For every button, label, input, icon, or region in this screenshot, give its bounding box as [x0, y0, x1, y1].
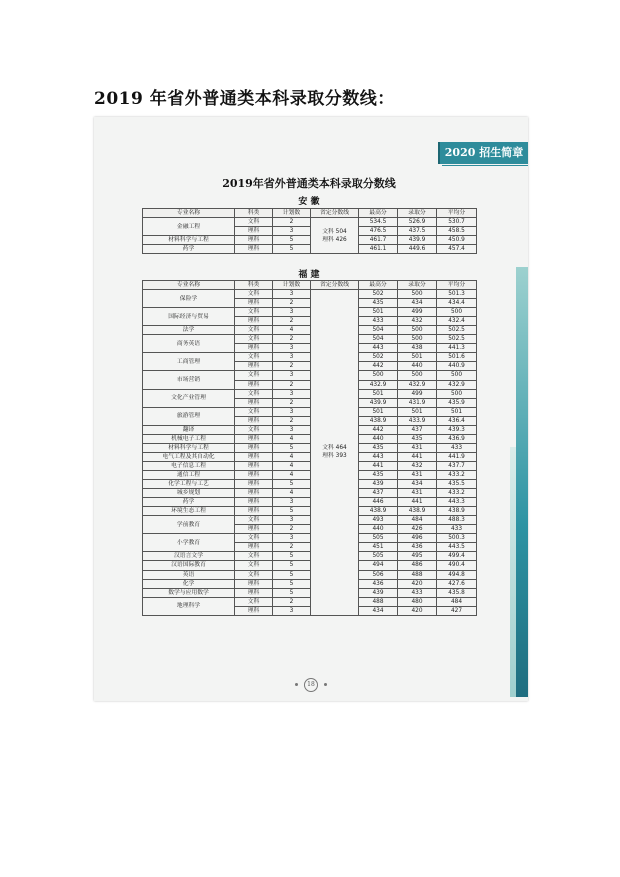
highest-score: 432.9: [359, 380, 398, 389]
highest-score: 439.9: [359, 398, 398, 407]
average-score: 501.6: [437, 353, 477, 362]
subject-category: 理科: [235, 606, 273, 615]
column-header: 省定分数线: [311, 281, 359, 290]
admission-score: 500: [398, 335, 437, 344]
subject-category: 文科: [235, 552, 273, 561]
provincial-cutoff: [311, 218, 359, 254]
table-row: [143, 326, 477, 335]
brochure-scan: [94, 117, 528, 701]
average-score: 502.5: [437, 335, 477, 344]
subject-category: 理科: [235, 362, 273, 371]
admission-score: 437: [398, 425, 437, 434]
major-name: 翻译: [143, 425, 235, 434]
major-name: 化学: [143, 579, 235, 588]
plan-count: 5: [273, 245, 311, 254]
admission-score: 438.9: [398, 507, 437, 516]
subject-category: 文科: [235, 570, 273, 579]
major-name: 电气工程及其自动化: [143, 452, 235, 461]
average-score: 494.8: [437, 570, 477, 579]
plan-count: 3: [273, 227, 311, 236]
highest-score: 534.5: [359, 218, 398, 227]
plan-count: 3: [273, 425, 311, 434]
highest-score: 504: [359, 326, 398, 335]
major-name: 英语: [143, 570, 235, 579]
plan-count: 5: [273, 579, 311, 588]
highest-score: 502: [359, 290, 398, 299]
plan-count: 4: [273, 326, 311, 335]
plan-count: 5: [273, 507, 311, 516]
average-score: 500.3: [437, 534, 477, 543]
admission-score: 436: [398, 543, 437, 552]
admission-score: 500: [398, 371, 437, 380]
subject-category: 理科: [235, 344, 273, 353]
highest-score: 438.9: [359, 416, 398, 425]
highest-score: 504: [359, 335, 398, 344]
major-name: 市场营销: [143, 371, 235, 389]
average-score: 500: [437, 389, 477, 398]
page-number: 18: [304, 678, 318, 692]
admission-score: 434: [398, 299, 437, 308]
table-row: [143, 597, 477, 606]
admission-score: 437.5: [398, 227, 437, 236]
average-score: 530.7: [437, 218, 477, 227]
table-row: [143, 425, 477, 434]
highest-score: 506: [359, 570, 398, 579]
admission-score: 431: [398, 470, 437, 479]
subject-category: 理科: [235, 507, 273, 516]
table-row: [143, 470, 477, 479]
plan-count: 2: [273, 380, 311, 389]
cutoff-line: 文科 504: [322, 228, 347, 235]
plan-count: 2: [273, 299, 311, 308]
major-name: 药学: [143, 245, 235, 254]
cutoff-line: 理科 426: [322, 236, 347, 243]
average-score: 458.5: [437, 227, 477, 236]
plan-count: 3: [273, 353, 311, 362]
average-score: 434.4: [437, 299, 477, 308]
admission-score: 499: [398, 308, 437, 317]
plan-count: 4: [273, 470, 311, 479]
subject-category: 理科: [235, 452, 273, 461]
major-name: 电子信息工程: [143, 461, 235, 470]
plan-count: 5: [273, 443, 311, 452]
average-score: 499.4: [437, 552, 477, 561]
major-name: 国际经济与贸易: [143, 308, 235, 326]
admission-score: 420: [398, 579, 437, 588]
footer-dot: [324, 683, 327, 686]
highest-score: 435: [359, 443, 398, 452]
average-score: 436.4: [437, 416, 477, 425]
plan-count: 3: [273, 498, 311, 507]
document-title: 2019年省外普通类本科录取分数线: [222, 177, 396, 190]
plan-count: 3: [273, 290, 311, 299]
highest-score: 443: [359, 344, 398, 353]
plan-count: 2: [273, 597, 311, 606]
subject-category: 理科: [235, 416, 273, 425]
major-name: 数学与应用数学: [143, 588, 235, 597]
column-header: 专业名称: [143, 281, 235, 290]
major-name: 汉语国际教育: [143, 561, 235, 570]
column-header: 省定分数线: [311, 209, 359, 218]
subject-category: 理科: [235, 480, 273, 489]
plan-count: 2: [273, 362, 311, 371]
fujian-score-table: [142, 280, 477, 616]
admission-score: 441: [398, 498, 437, 507]
section-title-anhui: 安 徽: [298, 197, 320, 207]
admission-score: 501: [398, 407, 437, 416]
major-name: 材料科学与工程: [143, 443, 235, 452]
major-name: 药学: [143, 498, 235, 507]
average-score: 427: [437, 606, 477, 615]
admission-score: 439.9: [398, 236, 437, 245]
highest-score: 433: [359, 317, 398, 326]
highest-score: 451: [359, 543, 398, 552]
plan-count: 5: [273, 588, 311, 597]
average-score: 441.9: [437, 452, 477, 461]
highest-score: 435: [359, 470, 398, 479]
subject-category: 理科: [235, 443, 273, 452]
subject-category: 理科: [235, 543, 273, 552]
subject-category: 文科: [235, 425, 273, 434]
admission-score: 496: [398, 534, 437, 543]
table-row: [143, 443, 477, 452]
admission-score: 431.9: [398, 398, 437, 407]
major-name: 学前教育: [143, 516, 235, 534]
column-header: 计划数: [273, 209, 311, 218]
plan-count: 3: [273, 534, 311, 543]
highest-score: 441: [359, 461, 398, 470]
subject-category: 文科: [235, 597, 273, 606]
average-score: 450.9: [437, 236, 477, 245]
subject-category: 文科: [235, 516, 273, 525]
plan-count: 4: [273, 434, 311, 443]
highest-score: 437: [359, 489, 398, 498]
highest-score: 461.1: [359, 245, 398, 254]
admission-score: 431: [398, 443, 437, 452]
major-name: 金融工程: [143, 218, 235, 236]
major-name: 旅游管理: [143, 407, 235, 425]
admission-score: 499: [398, 389, 437, 398]
average-score: 433: [437, 443, 477, 452]
plan-count: 4: [273, 452, 311, 461]
plan-count: 2: [273, 317, 311, 326]
major-name: 城乡规划: [143, 489, 235, 498]
table-row: [143, 516, 477, 525]
table-row: [143, 389, 477, 398]
average-score: 437.7: [437, 461, 477, 470]
subject-category: 文科: [235, 308, 273, 317]
average-score: 501: [437, 407, 477, 416]
column-header: 科类: [235, 209, 273, 218]
plan-count: 3: [273, 371, 311, 380]
average-score: 435.9: [437, 398, 477, 407]
plan-count: 3: [273, 516, 311, 525]
provincial-cutoff: [311, 290, 359, 616]
column-header: 科类: [235, 281, 273, 290]
subject-category: 文科: [235, 371, 273, 380]
major-name: 材料科学与工程: [143, 236, 235, 245]
major-name: 保险学: [143, 290, 235, 308]
table-row: [143, 218, 477, 227]
table-row: [143, 371, 477, 380]
column-header: 计划数: [273, 281, 311, 290]
table-header-row: [143, 281, 477, 290]
average-score: 433.2: [437, 489, 477, 498]
table-row: [143, 498, 477, 507]
subject-category: 文科: [235, 326, 273, 335]
highest-score: 501: [359, 407, 398, 416]
subject-category: 文科: [235, 353, 273, 362]
table-row: [143, 534, 477, 543]
column-header: 平均分: [437, 281, 477, 290]
admission-score: 431: [398, 489, 437, 498]
decorative-stripe-inner: [510, 447, 516, 697]
plan-count: 3: [273, 407, 311, 416]
major-name: 环境生态工程: [143, 507, 235, 516]
plan-count: 3: [273, 308, 311, 317]
average-score: 438.9: [437, 507, 477, 516]
highest-score: 476.5: [359, 227, 398, 236]
highest-score: 434: [359, 606, 398, 615]
plan-count: 5: [273, 570, 311, 579]
column-header: 平均分: [437, 209, 477, 218]
major-name: 法学: [143, 326, 235, 335]
average-score: 443.5: [437, 543, 477, 552]
highest-score: 440: [359, 434, 398, 443]
admission-score: 420: [398, 606, 437, 615]
admission-score: 486: [398, 561, 437, 570]
subject-category: 理科: [235, 470, 273, 479]
page-footer: [94, 678, 528, 692]
table-row: [143, 353, 477, 362]
highest-score: 439: [359, 588, 398, 597]
average-score: 457.4: [437, 245, 477, 254]
plan-count: 3: [273, 389, 311, 398]
plan-count: 2: [273, 218, 311, 227]
subject-category: 文科: [235, 218, 273, 227]
subject-category: 理科: [235, 299, 273, 308]
average-score: 484: [437, 597, 477, 606]
cutoff-line: 文科 464: [322, 445, 347, 452]
subject-category: 文科: [235, 407, 273, 416]
average-score: 443.3: [437, 498, 477, 507]
highest-score: 438.9: [359, 507, 398, 516]
highest-score: 494: [359, 561, 398, 570]
average-score: 440.9: [437, 362, 477, 371]
subject-category: 理科: [235, 236, 273, 245]
column-header: 最高分: [359, 281, 398, 290]
major-name: 文化产业管理: [143, 389, 235, 407]
admission-score: 440: [398, 362, 437, 371]
column-header: 录取分: [398, 281, 437, 290]
highest-score: 436: [359, 579, 398, 588]
subject-category: 文科: [235, 534, 273, 543]
admission-score: 526.9: [398, 218, 437, 227]
admission-score: 432: [398, 461, 437, 470]
average-score: 433: [437, 525, 477, 534]
subject-category: 理科: [235, 227, 273, 236]
admission-score: 435: [398, 434, 437, 443]
subject-category: 理科: [235, 434, 273, 443]
major-name: 工商管理: [143, 353, 235, 371]
admission-score: 500: [398, 326, 437, 335]
subject-category: 理科: [235, 489, 273, 498]
average-score: 439.3: [437, 425, 477, 434]
admission-score: 433: [398, 588, 437, 597]
major-name: 机械电子工程: [143, 434, 235, 443]
average-score: 427.6: [437, 579, 477, 588]
table-row: [143, 489, 477, 498]
plan-count: 2: [273, 335, 311, 344]
table-row: [143, 290, 477, 299]
subject-category: 理科: [235, 398, 273, 407]
subject-category: 理科: [235, 245, 273, 254]
admission-score: 426: [398, 525, 437, 534]
highest-score: 502: [359, 353, 398, 362]
average-score: 490.4: [437, 561, 477, 570]
highest-score: 435: [359, 299, 398, 308]
admission-score: 432: [398, 317, 437, 326]
average-score: 433.2: [437, 470, 477, 479]
average-score: 432.4: [437, 317, 477, 326]
average-score: 500: [437, 308, 477, 317]
table-row: [143, 588, 477, 597]
table-row: [143, 452, 477, 461]
admission-score: 484: [398, 516, 437, 525]
page-heading: 2019 年省外普通类本科录取分数线：: [94, 89, 395, 109]
table-row: [143, 335, 477, 344]
major-name: 商务英语: [143, 335, 235, 353]
admission-score: 449.6: [398, 245, 437, 254]
table-row: [143, 480, 477, 489]
admission-score: 488: [398, 570, 437, 579]
subject-category: 文科: [235, 335, 273, 344]
table-row: [143, 507, 477, 516]
highest-score: 488: [359, 597, 398, 606]
table-row: [143, 561, 477, 570]
highest-score: 493: [359, 516, 398, 525]
highest-score: 442: [359, 362, 398, 371]
anhui-score-table: [142, 208, 477, 254]
decorative-stripe: [516, 267, 528, 697]
highest-score: 501: [359, 308, 398, 317]
admission-score: 495: [398, 552, 437, 561]
subject-category: 理科: [235, 525, 273, 534]
highest-score: 440: [359, 525, 398, 534]
brochure-badge: 2020 招生简章: [438, 142, 528, 164]
table-row: [143, 579, 477, 588]
table-row: [143, 236, 477, 245]
average-score: 488.3: [437, 516, 477, 525]
highest-score: 461.7: [359, 236, 398, 245]
admission-score: 441: [398, 452, 437, 461]
plan-count: 4: [273, 461, 311, 470]
subject-category: 理科: [235, 461, 273, 470]
subject-category: 文科: [235, 389, 273, 398]
plan-count: 2: [273, 416, 311, 425]
table-row: [143, 461, 477, 470]
table-header-row: [143, 209, 477, 218]
plan-count: 2: [273, 543, 311, 552]
major-name: 汉语言文学: [143, 552, 235, 561]
highest-score: 443: [359, 452, 398, 461]
average-score: 502.5: [437, 326, 477, 335]
admission-score: 480: [398, 597, 437, 606]
plan-count: 5: [273, 561, 311, 570]
highest-score: 439: [359, 480, 398, 489]
plan-count: 5: [273, 552, 311, 561]
plan-count: 5: [273, 480, 311, 489]
column-header: 专业名称: [143, 209, 235, 218]
subject-category: 理科: [235, 380, 273, 389]
admission-score: 432.9: [398, 380, 437, 389]
admission-score: 500: [398, 290, 437, 299]
footer-dot: [295, 683, 298, 686]
table-row: [143, 308, 477, 317]
average-score: 436.9: [437, 434, 477, 443]
average-score: 441.3: [437, 344, 477, 353]
major-name: 小学教育: [143, 534, 235, 552]
section-title-fujian: 福 建: [298, 270, 320, 280]
column-header: 最高分: [359, 209, 398, 218]
plan-count: 3: [273, 606, 311, 615]
highest-score: 500: [359, 371, 398, 380]
highest-score: 442: [359, 425, 398, 434]
subject-category: 文科: [235, 290, 273, 299]
major-name: 地理科学: [143, 597, 235, 615]
subject-category: 理科: [235, 498, 273, 507]
major-name: 化学工程与工艺: [143, 480, 235, 489]
plan-count: 2: [273, 398, 311, 407]
average-score: 500: [437, 371, 477, 380]
highest-score: 505: [359, 534, 398, 543]
admission-score: 433.9: [398, 416, 437, 425]
cutoff-line: 理科 393: [322, 453, 347, 460]
plan-count: 5: [273, 236, 311, 245]
table-row: [143, 570, 477, 579]
plan-count: 4: [273, 489, 311, 498]
subject-category: 理科: [235, 317, 273, 326]
badge-underline: [442, 165, 528, 166]
subject-category: 理科: [235, 579, 273, 588]
admission-score: 501: [398, 353, 437, 362]
table-row: [143, 434, 477, 443]
admission-score: 438: [398, 344, 437, 353]
table-row: [143, 407, 477, 416]
highest-score: 446: [359, 498, 398, 507]
average-score: 501.3: [437, 290, 477, 299]
average-score: 432.9: [437, 380, 477, 389]
table-row: [143, 245, 477, 254]
subject-category: 理科: [235, 588, 273, 597]
column-header: 录取分: [398, 209, 437, 218]
subject-category: 文科: [235, 561, 273, 570]
major-name: 通信工程: [143, 470, 235, 479]
admission-score: 434: [398, 480, 437, 489]
highest-score: 505: [359, 552, 398, 561]
highest-score: 501: [359, 389, 398, 398]
plan-count: 2: [273, 525, 311, 534]
table-row: [143, 552, 477, 561]
average-score: 435.8: [437, 588, 477, 597]
average-score: 435.5: [437, 480, 477, 489]
plan-count: 3: [273, 344, 311, 353]
